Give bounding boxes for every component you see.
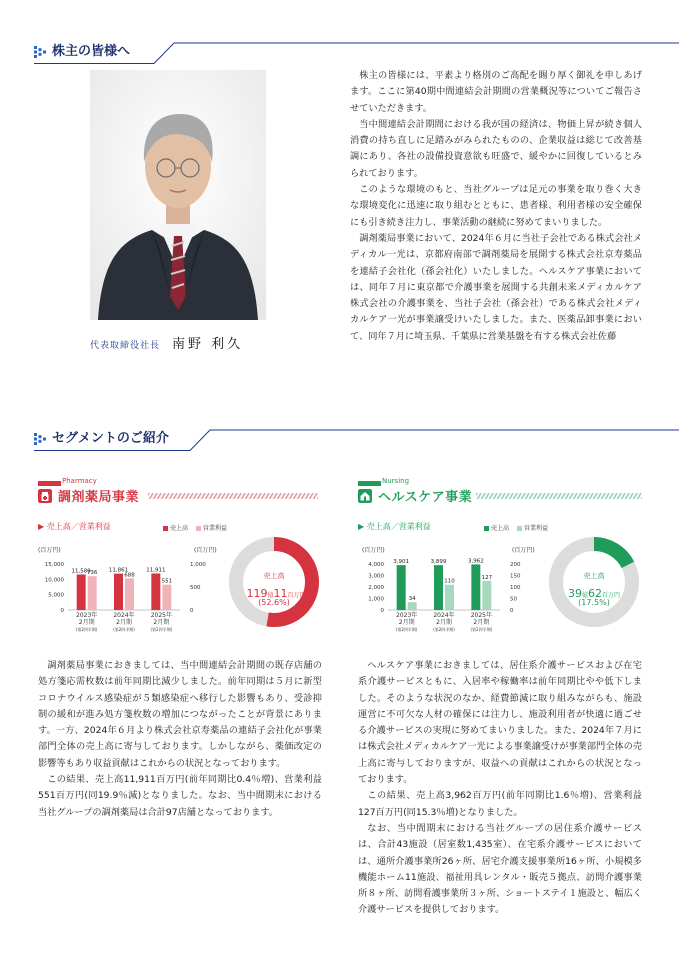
profit-data-label: 551: [161, 578, 173, 585]
sales-data-label: 3,962: [467, 558, 484, 565]
donut-unit-major: 億: [581, 592, 588, 599]
y-tick-right: 500: [190, 585, 201, 591]
chart-legend: [484, 523, 548, 532]
president-caption: [90, 333, 290, 352]
x-tick-label: 2023年: [396, 612, 418, 619]
x-tick-label: 2月期: [436, 619, 452, 626]
president-role: 代表取締役社長: [90, 341, 161, 351]
unit-right: (百万円): [194, 547, 217, 554]
segment-title: ヘルスケア事業: [378, 490, 473, 505]
chart-sub-label-text: 売上高／営業利益: [46, 522, 111, 531]
sales-data-label: 11,580: [71, 568, 91, 575]
healthcare-paragraph: ヘルスケア事業におきましては、居住系介護サービスおよび在宅系介護サービスともに、入居率や稼働率は前年同期比やや低下しました。そのような状況のなか、経費節減に取り組みながらも、施設運営に不可欠な人材の確保には注力し、施設利用者が快適に過ごせる介護サービスの実現に努めてまいりました。また、2024年７月には株式会社メディカルケア一光による事業譲受けが事業部門全体の売上高に寄与しておりますが、収益への貢献はこれからの状況となっております。: [358, 660, 642, 786]
donut-unit-minor: 百万円: [602, 592, 621, 599]
sales-bar: [151, 573, 160, 610]
unit-right: (百万円): [512, 547, 535, 554]
x-tick-label: 2月期: [398, 619, 415, 626]
y-tick-left: 10,000: [44, 577, 64, 584]
greeting-paragraph: 調剤薬局事業において、2024年６月に当社子会社である株式会社メディカル一光は、京都府南部で調剤薬局を展開する株式会社京寿薬品を連結子会社化（孫会社化）いたしました。ヘルスケア事業においては、同年７月に東京都で介護事業を展開する共創未来メディカルケア株式会社の介護事業を、当社子会社（孫会社）である株式会社メディカルケア一光が事業譲受けいたしました。また、医薬品卸事業において、同年７月に埼玉県、千葉県に営業基盤を有する株式会社佐藤: [350, 232, 642, 342]
legend-swatch-profit: [517, 526, 522, 531]
chart-sub-label: ▶ 売上高／営業利益: [38, 522, 111, 531]
sales-data-label: 3,901: [393, 559, 410, 566]
y-tick-right: 100: [510, 585, 521, 591]
healthcare-icon: [358, 489, 372, 503]
y-tick-left: 15,000: [44, 562, 64, 568]
profit-data-label: 127: [481, 574, 493, 581]
legend-swatch-sales: [484, 526, 489, 531]
sales-data-label: 11,861: [108, 567, 129, 574]
x-tick-label: (第2四半期): [395, 627, 418, 632]
unit-left: (百万円): [38, 547, 61, 554]
greeting-paragraph: 株主の皆様には、平素より格別のご高配を賜り厚く御礼を申しあげます。ここに第40期中間連結会計期間の営業概況等についてご報告させていただきます。: [350, 70, 642, 114]
sales-bar: [114, 574, 123, 610]
segment-title-stripe: [148, 493, 318, 499]
x-tick-label: 2月期: [473, 619, 490, 626]
president-name: 南野 利久: [172, 337, 244, 352]
section-title: 株主の皆様へ: [52, 44, 131, 59]
x-tick-label: 2月期: [78, 619, 95, 626]
section-header-rule: [34, 40, 679, 64]
healthcare-paragraph: この結果、売上高3,962百万円(前年同期比1.6％増)、営業利益127百万円(同15.3％増)となりました。: [358, 790, 642, 818]
greeting-text: [350, 68, 642, 345]
greeting-section-header: [34, 40, 679, 64]
donut-value-minor: 62: [588, 587, 602, 600]
x-tick-label: 2025年: [470, 612, 492, 619]
healthcare-paragraph: なお、当中間期末における当社グループの居住系介護サービスは、合計43施設（居室数1,435室）、在宅系介護サービスにおいては、通所介護事業所26ヶ所、居宅介護支援事業所16ヶ所、小規模多機能ホーム11施設、福祉用具レンタル・販売５拠点、訪問介護事業所８ヶ所、訪問看護事業所３ヶ所、ショートステイ１施設と、幅広く介護サービスを提供しております。: [358, 822, 642, 916]
sales-bar: [471, 564, 480, 610]
pharmacy-paragraph: 調剤薬局事業におきましては、当中間連結会計期間の既存店舗の処方箋応需枚数は前年同期比減少しました。前年同期は５月に新型コロナウイルス感染症が５類感染症へ移行した影響もあり、受診抑制の緩和が進み処方箋枚数の増加につながったことが背景にあります。一方、2024年６月より株式会社京寿薬品の連結子会社化が事業部門全体の売上高に寄与しております。しかしながら、薬価改定の影響等もあり収益貢献はこれからの状況となっております。: [38, 660, 322, 769]
donut-label: 売上高: [263, 572, 285, 580]
profit-bar: [408, 602, 417, 610]
x-tick-label: (第2四半期): [150, 627, 173, 632]
y-tick-left: 3,000: [368, 573, 384, 580]
y-tick-right: 0: [190, 608, 194, 614]
y-tick-left: 1,000: [368, 596, 384, 603]
profit-bar: [482, 581, 491, 610]
sales-bar: [77, 574, 86, 610]
y-tick-left: 0: [380, 608, 384, 614]
x-tick-label: (第2四半期): [75, 627, 98, 632]
profit-bar: [125, 578, 134, 610]
pharmacy-bar-chart: [30, 552, 220, 644]
profit-data-label: 688: [124, 572, 135, 579]
segment-en-label: Pharmacy: [62, 477, 97, 485]
y-tick-left: 2,000: [368, 585, 384, 591]
donut-unit-major: 億: [267, 592, 274, 599]
chart-sub-label: ▶ 売上高／営業利益: [358, 522, 431, 531]
y-tick-left: 5,000: [48, 592, 64, 599]
x-tick-label: (第2四半期): [433, 627, 455, 632]
donut-unit-minor: 百万円: [287, 592, 306, 599]
profit-data-label: 110: [444, 578, 455, 585]
sales-bar: [397, 565, 406, 610]
x-tick-label: (第2四半期): [470, 627, 493, 632]
x-tick-label: 2024年: [113, 612, 135, 619]
y-tick-left: 4,000: [368, 562, 384, 568]
dots-icon: [34, 432, 48, 446]
x-tick-label: 2月期: [153, 619, 170, 626]
x-tick-label: (第2四半期): [113, 627, 135, 632]
y-tick-right: 50: [510, 596, 517, 603]
x-tick-label: 2月期: [116, 619, 132, 626]
donut-value-minor: 11: [273, 587, 288, 600]
x-tick-label: 2023年: [76, 612, 98, 619]
segment-title: 調剤薬局事業: [58, 490, 140, 505]
healthcare-bar-chart: [350, 552, 540, 644]
chart-legend: [163, 523, 227, 532]
legend-swatch-profit: [196, 526, 201, 531]
y-tick-right: 1,000: [190, 562, 206, 568]
pharmacy-paragraph: この結果、売上高11,911百万円(前年同期比0.4％増)、営業利益551百万円(同19.9％減)となりました。なお、当中間期末における当社グループの調剤薬局は合計97店舗となっております。: [38, 774, 322, 818]
legend-profit: 営業利益: [202, 525, 227, 532]
segment-title-stripe: [476, 493, 642, 499]
donut-percentage: (17.5%): [578, 598, 610, 607]
president-photo: [90, 70, 266, 320]
dots-icon: [34, 45, 48, 59]
section-title: セグメントのご紹介: [52, 431, 169, 446]
legend-swatch-sales: [163, 526, 168, 531]
legend-sales: 売上高: [491, 525, 510, 532]
x-tick-label: 2025年: [150, 612, 172, 619]
greeting-paragraph: 当中間連結会計期間における我が国の経済は、物価上昇が続き個人消費の持ち直しに足踏みがみられたものの、企業収益は総じて改善基調にあり、各社の設備投資意欲も旺盛で、緩やかに回復しているとみられております。: [350, 118, 642, 179]
greeting-paragraph: このような環境のもと、当社グループは足元の事業を取り巻く大きな環境変化に迅速に取り組むとともに、患者様、利用者様の安全確保にも引き続き注力し、事業活動の継続に努めてまいりました。: [350, 184, 642, 228]
profit-data-label: 736: [86, 570, 98, 577]
donut-value-major: 119: [246, 587, 268, 600]
sales-data-label: 3,899: [430, 559, 447, 566]
healthcare-text: [358, 658, 642, 919]
sales-bar: [434, 565, 443, 610]
legend-profit: 営業利益: [523, 525, 548, 532]
donut-percentage: (52.6%): [258, 598, 290, 607]
y-tick-right: 150: [510, 573, 521, 580]
profit-bar: [162, 585, 171, 610]
chart-sub-label-text: 売上高／営業利益: [366, 522, 431, 531]
segments-section-header: [34, 427, 679, 451]
pharmacy-text: [38, 658, 322, 821]
x-tick-label: 2024年: [433, 612, 455, 619]
sales-data-label: 11,911: [146, 567, 166, 574]
y-tick-right: 0: [510, 608, 514, 614]
segment-en-label: Nursing: [382, 477, 410, 485]
profit-data-label: 34: [408, 596, 416, 603]
legend-sales: 売上高: [170, 525, 189, 532]
unit-left: (百万円): [362, 547, 385, 554]
profit-bar: [445, 585, 454, 610]
donut-label: 売上高: [583, 572, 605, 580]
pharmacy-icon: [38, 489, 52, 503]
y-tick-right: 200: [510, 562, 521, 568]
donut-value-major: 39: [567, 587, 582, 600]
y-tick-left: 0: [60, 608, 64, 614]
profit-bar: [88, 576, 97, 610]
